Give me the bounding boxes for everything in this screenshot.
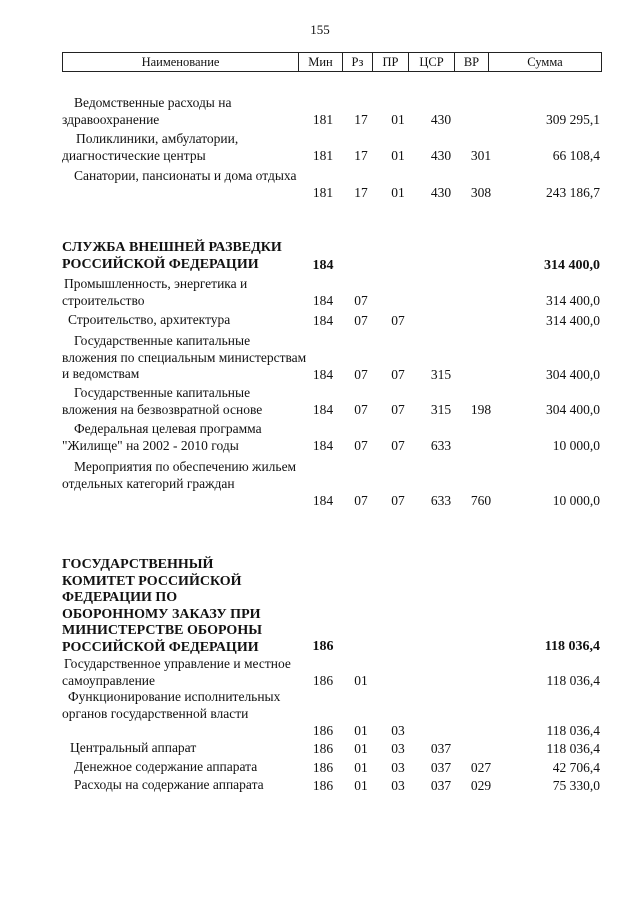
- row-rz: 07: [354, 312, 368, 328]
- row-sum: 314 400,0: [544, 257, 600, 273]
- row-csr: 633: [430, 437, 452, 453]
- table-row: [0, 385, 640, 418]
- row-csr: 315: [430, 401, 452, 417]
- row-rz: 01: [354, 740, 368, 756]
- row-csr: 037: [430, 759, 452, 775]
- row-rz: 17: [354, 147, 368, 163]
- table-row: [0, 777, 640, 794]
- row-pr: 03: [391, 722, 405, 738]
- row-sum: 118 036,4: [546, 722, 600, 738]
- row-pr: 01: [391, 184, 405, 200]
- row-rz: 17: [354, 184, 368, 200]
- row-vr: 760: [470, 492, 492, 508]
- header-vr: ВР: [455, 53, 489, 71]
- row-min: 181: [312, 111, 334, 127]
- row-pr: 01: [391, 111, 405, 127]
- row-pr: 07: [391, 401, 405, 417]
- row-min: 186: [312, 759, 334, 775]
- row-name: Промышленность, энергетика и строительство: [62, 276, 248, 308]
- row-name: Расходы на содержание аппарата: [74, 777, 264, 792]
- row-csr: 037: [430, 740, 452, 756]
- table-row: [0, 421, 640, 454]
- row-pr: 07: [391, 437, 405, 453]
- row-min: 184: [312, 366, 334, 382]
- row-pr: 01: [391, 147, 405, 163]
- table-row: [0, 131, 640, 164]
- row-name: ГОСУДАРСТВЕННЫЙ КОМИТЕТ РОССИЙСКОЙ ФЕДЕРАЦИИ ПО ОБОРОННОМУ ЗАКАЗУ ПРИ МИНИСТЕРСТВЕ ОБОРОНЫ РОССИЙСКОЙ ФЕДЕРАЦИИ: [62, 557, 262, 655]
- header-name: Наименование: [63, 53, 299, 71]
- row-name: Государственное управление и местное самоуправление: [62, 656, 291, 688]
- page-number: 155: [310, 22, 330, 37]
- row-min: 186: [312, 672, 334, 688]
- table-row: [0, 557, 640, 655]
- row-min: 184: [312, 492, 334, 508]
- row-name: Государственные капитальные вложения по специальным министерствам и ведомствам: [62, 333, 307, 381]
- row-rz: 01: [354, 722, 368, 738]
- row-pr: 03: [391, 777, 405, 793]
- row-vr: 301: [470, 147, 492, 163]
- row-name: Государственные капитальные вложения на безвозвратной основе: [62, 385, 263, 417]
- row-min: 184: [312, 292, 334, 308]
- table-row: [0, 759, 640, 776]
- row-name: Мероприятия по обеспечению жильем отдельных категорий граждан: [62, 459, 297, 491]
- header-sum: Сумма: [527, 54, 563, 69]
- table-row: [0, 333, 640, 383]
- row-rz: 01: [354, 672, 368, 688]
- row-rz: 07: [354, 437, 368, 453]
- row-name: Строительство, архитектура: [68, 312, 231, 327]
- row-vr: 029: [470, 777, 492, 793]
- row-csr: 633: [430, 492, 452, 508]
- row-sum: 10 000,0: [552, 437, 600, 453]
- row-sum: 66 108,4: [552, 147, 600, 163]
- row-sum: 42 706,4: [552, 759, 600, 775]
- row-rz: 07: [354, 292, 368, 308]
- row-sum: 314 400,0: [546, 312, 600, 328]
- row-pr: 07: [391, 312, 405, 328]
- table-row: [0, 276, 640, 309]
- row-csr: 430: [430, 147, 452, 163]
- row-sum: 309 295,1: [546, 111, 600, 127]
- header-csr: ЦСР: [409, 53, 455, 71]
- row-pr: 07: [391, 492, 405, 508]
- row-name: Федеральная целевая программа "Жилище" на 2002 - 2010 годы: [62, 421, 262, 453]
- row-rz: 01: [354, 759, 368, 775]
- row-csr: 315: [430, 366, 452, 382]
- row-sum: 304 400,0: [546, 366, 600, 382]
- row-rz: 07: [354, 492, 368, 508]
- row-name: Денежное содержание аппарата: [74, 759, 258, 774]
- row-name: СЛУЖБА ВНЕШНЕЙ РАЗВЕДКИ РОССИЙСКОЙ ФЕДЕРАЦИИ: [62, 240, 282, 272]
- row-sum: 118 036,4: [546, 740, 600, 756]
- row-sum: 75 330,0: [552, 777, 600, 793]
- row-name: Центральный аппарат: [70, 740, 197, 755]
- row-vr: 027: [470, 759, 492, 775]
- table-row: [0, 656, 640, 689]
- row-pr: 03: [391, 759, 405, 775]
- row-rz: 07: [354, 366, 368, 382]
- table-row: [0, 689, 640, 739]
- table-header: [62, 52, 602, 72]
- row-name: Поликлиники, амбулатории, диагностические центры: [62, 131, 239, 163]
- table-row: [0, 740, 640, 757]
- row-sum: 314 400,0: [546, 292, 600, 308]
- header-rz: Рз: [343, 53, 373, 71]
- row-min: 184: [312, 312, 334, 328]
- row-name: Функционирование исполнительных органов государственной власти: [62, 689, 281, 721]
- row-sum: 118 036,4: [544, 638, 600, 654]
- table-row: [0, 459, 640, 509]
- row-min: 186: [312, 740, 334, 756]
- row-vr: 198: [470, 401, 492, 417]
- row-vr: 308: [470, 184, 492, 200]
- row-csr: 430: [430, 111, 452, 127]
- row-csr: 037: [430, 777, 452, 793]
- header-pr: ПР: [373, 53, 409, 71]
- row-sum: 10 000,0: [552, 492, 600, 508]
- row-sum: 243 186,7: [546, 184, 600, 200]
- row-pr: 03: [391, 740, 405, 756]
- row-sum: 304 400,0: [546, 401, 600, 417]
- row-name: Санатории, пансионаты и дома отдыха: [74, 168, 297, 183]
- table-row: [0, 95, 640, 128]
- row-rz: 01: [354, 777, 368, 793]
- row-pr: 07: [391, 366, 405, 382]
- table-row: [0, 312, 640, 329]
- row-min: 184: [312, 257, 334, 273]
- row-min: 184: [312, 401, 334, 417]
- row-min: 186: [312, 638, 334, 654]
- row-min: 186: [312, 777, 334, 793]
- row-min: 181: [312, 147, 334, 163]
- row-min: 181: [312, 184, 334, 200]
- row-rz: 17: [354, 111, 368, 127]
- table-row: [0, 240, 640, 274]
- row-csr: 430: [430, 184, 452, 200]
- header-min: Мин: [299, 53, 343, 71]
- row-min: 184: [312, 437, 334, 453]
- table-row: [0, 168, 640, 201]
- row-name: Ведомственные расходы на здравоохранение: [62, 95, 232, 127]
- row-rz: 07: [354, 401, 368, 417]
- row-sum: 118 036,4: [546, 672, 600, 688]
- row-min: 186: [312, 722, 334, 738]
